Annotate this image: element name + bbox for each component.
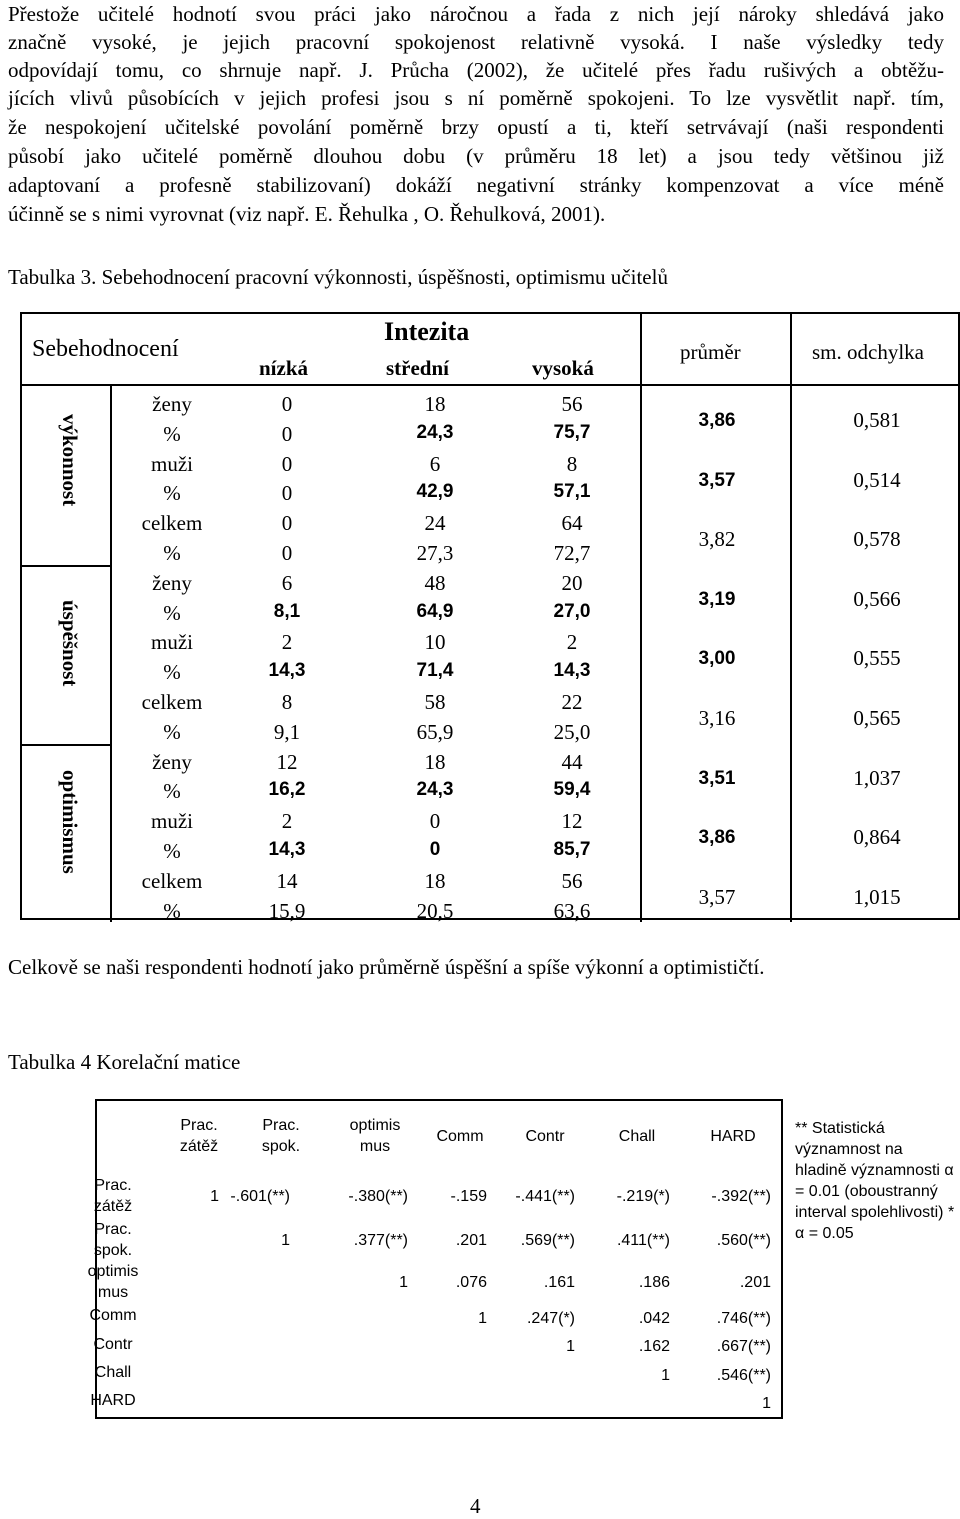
column-header: zátěž (179, 1138, 219, 1155)
paragraph-line: působí jako učitelé poměrně dlouhou dobu (v průměru 18 let) a jsou tedy většinou již (8, 144, 944, 168)
sd-value: 0,565 (853, 706, 901, 730)
header-stredni: střední (386, 356, 449, 380)
table-cell: 58 (424, 690, 446, 714)
table-cell: 2 (281, 809, 293, 834)
paragraph-line: že nespokojení učitelské povolání poměrně brzy opustí a ti, kteří setrvávají (naši respondenti (8, 115, 944, 139)
table-cell: 24 (424, 511, 446, 536)
row-label: % (163, 600, 181, 625)
column-header: mus (359, 1138, 391, 1155)
correlation-value: .042 (638, 1310, 670, 1327)
table-cell: 64,9 (416, 600, 454, 622)
header-odchylka: sm. odchylka (812, 340, 924, 364)
correlation-value: -.601(**) (230, 1188, 290, 1205)
group-label-vykonnost: výkonnost (58, 414, 82, 507)
table3-caption: Tabulka 3. Sebehodnocení pracovní výkonnosti, úspěšnosti, optimismu učitelů (8, 265, 668, 289)
correlation-value: 1 (478, 1310, 487, 1327)
table-cell: 22 (561, 690, 583, 714)
row-label: % (163, 898, 181, 923)
table-cell: 12 (561, 809, 583, 834)
table-cell: 0 (281, 392, 293, 416)
correlation-value: .076 (455, 1274, 487, 1291)
correlation-value: -.392(**) (711, 1188, 771, 1205)
mean-value: 3,16 (698, 706, 736, 730)
mean-value: 3,57 (698, 469, 736, 491)
table-cell: 18 (424, 868, 446, 893)
correlation-value: -.380(**) (348, 1188, 408, 1205)
table-cell: 2 (566, 630, 578, 655)
significance-note: ** Statistická významnost na hladině významnosti α = 0.01 (oboustranný interval spolehlivosti) * α = 0.05 (795, 1120, 955, 1242)
row-label: ženy (152, 749, 192, 774)
table-cell: 14,3 (268, 660, 306, 682)
paragraph-line: Přestože učitelé hodnotí svou práci jako náročnou a řada z nich její nároky shledává jako (8, 2, 944, 26)
correlation-value: .546(**) (716, 1367, 771, 1384)
table-cell: 44 (561, 749, 583, 774)
column-header: HARD (710, 1128, 756, 1145)
table-cell: 0 (429, 839, 441, 860)
correlation-value: .201 (455, 1232, 487, 1249)
table-cell: 75,7 (553, 421, 591, 443)
table-cell: 6 (429, 451, 441, 476)
table-cell: 0 (281, 421, 293, 446)
row-label: muži (151, 630, 193, 655)
table-cell: 14 (276, 868, 298, 893)
table-cell: 20 (561, 570, 583, 595)
paragraph-line: odpovídají tomu, co shrnuje např. J. Průcha (2002), že učitelé přes řadu rušivých a obtěžu- (8, 58, 944, 82)
row-label: ženy (152, 392, 192, 416)
self-assessment-table (20, 312, 960, 923)
row-label: Comm (89, 1307, 137, 1324)
correlation-matrix (87, 1099, 783, 1419)
table-cell: 72,7 (553, 541, 591, 565)
sd-value: 1,037 (853, 765, 901, 790)
table-cell: 18 (424, 392, 446, 416)
correlation-value: .667(**) (716, 1338, 771, 1355)
mean-value: 3,19 (698, 588, 736, 610)
correlation-value: .186 (638, 1274, 670, 1291)
column-header: Chall (618, 1128, 656, 1145)
header-sebehodnoceni: Sebehodnocení (32, 336, 179, 362)
mean-value: 3,82 (698, 527, 736, 552)
row-label: Chall (94, 1364, 132, 1381)
correlation-value: 1 (566, 1338, 575, 1355)
table-cell: 59,4 (553, 779, 591, 801)
table-cell: 0 (429, 809, 441, 834)
row-label: Contr (93, 1336, 133, 1353)
table-cell: 25,0 (553, 719, 591, 744)
table-cell: 56 (561, 868, 583, 893)
paragraph-line: jících vlivů působících v jejich profesi jsou s ní poměrně spokojeni. To lze vysvětlit např. tím, (8, 86, 944, 110)
table-cell: 16,2 (268, 779, 306, 801)
row-label: muži (151, 451, 193, 476)
mean-value: 3,51 (698, 767, 736, 789)
correlation-value: -.159 (450, 1188, 487, 1205)
row-label: Prac. (94, 1177, 132, 1194)
table-cell: 12 (276, 749, 298, 774)
row-label: % (163, 779, 181, 804)
page-number: 4 (470, 1494, 481, 1518)
sd-value: 0,514 (853, 467, 901, 492)
mean-value: 3,00 (698, 648, 736, 670)
table-cell: 0 (281, 451, 293, 476)
correlation-value: .161 (543, 1274, 575, 1291)
summary-text: Celkově se naši respondenti hodnotí jako průměrně úspěšní a spíše výkonní a optimističtí. (8, 955, 765, 979)
correlation-value: .162 (638, 1338, 670, 1355)
table-cell: 42,9 (416, 481, 454, 503)
correlation-value: .560(**) (716, 1232, 771, 1249)
table-cell: 64 (561, 511, 583, 536)
row-label: celkem (141, 511, 203, 536)
table-cell: 27,3 (416, 541, 454, 565)
header-intezita: Intezita (384, 317, 470, 346)
table-cell: 9,1 (273, 719, 301, 744)
column-header: Comm (436, 1128, 484, 1145)
group-label-optimismus: optimismus (58, 770, 82, 874)
column-header: optimis (349, 1117, 401, 1134)
table4-caption: Tabulka 4 Korelační matice (8, 1050, 241, 1074)
mean-value: 3,86 (698, 827, 736, 849)
sd-value: 0,578 (853, 527, 901, 552)
table-cell: 15,9 (268, 898, 306, 923)
correlation-value: .247(*) (526, 1310, 575, 1327)
row-label: celkem (141, 868, 203, 893)
header-vysoka: vysoká (532, 356, 594, 380)
column-header: spok. (261, 1138, 301, 1155)
table-cell: 65,9 (416, 719, 454, 744)
sd-value: 0,864 (853, 825, 901, 850)
table-cell: 63,6 (553, 898, 591, 923)
paragraph-line: značně vysoké, je jejich pracovní spokojenost relativně vysoká. I naše výsledky tedy (8, 30, 944, 54)
column-header: Contr (525, 1128, 565, 1145)
correlation-value: .746(**) (716, 1310, 771, 1327)
correlation-value: .201 (739, 1274, 771, 1291)
group-label-uspesnost: úspěšnost (58, 600, 82, 687)
mean-value: 3,86 (698, 410, 736, 431)
correlation-value: 1 (661, 1367, 670, 1384)
sd-value: 0,581 (853, 408, 901, 432)
row-label: % (163, 719, 181, 744)
table-cell: 24,3 (416, 421, 454, 443)
table-cell: 85,7 (553, 839, 591, 860)
table-cell: 8 (281, 690, 293, 714)
table-cell: 18 (424, 749, 446, 774)
row-label: mus (97, 1284, 129, 1301)
paragraph-line: adaptovaní a profesně stabilizovaní) dokáží negativní stránky kompenzovat a více méně (8, 173, 944, 197)
row-label: Prac. (94, 1221, 132, 1238)
table-cell: 2 (281, 630, 293, 655)
sd-value: 1,015 (853, 884, 901, 909)
column-header: Prac. (180, 1117, 218, 1134)
table-cell: 10 (424, 630, 446, 655)
table-cell: 8,1 (273, 600, 301, 622)
row-label: % (163, 421, 181, 446)
correlation-value: .569(**) (520, 1232, 575, 1249)
paragraph-line: účinně se s nimi vyrovnat (viz např. E. Řehulka , O. Řehulková, 2001). (8, 202, 606, 226)
table-cell: 6 (281, 570, 293, 595)
row-label: % (163, 660, 181, 685)
correlation-value: .377(**) (353, 1232, 408, 1249)
table-cell: 0 (281, 481, 293, 506)
table-cell: 57,1 (553, 481, 591, 503)
row-label: celkem (141, 690, 203, 714)
table-cell: 0 (281, 541, 293, 565)
correlation-value: 1 (281, 1232, 290, 1249)
table-cell: 14,3 (553, 660, 591, 682)
row-label: zátěž (93, 1198, 133, 1215)
table-cell: 0 (281, 511, 293, 536)
row-label: muži (151, 809, 193, 834)
mean-value: 3,57 (698, 884, 736, 909)
column-header: Prac. (262, 1117, 300, 1134)
table-cell: 20,5 (416, 898, 454, 923)
sd-value: 0,555 (853, 646, 901, 671)
table-cell: 56 (561, 392, 583, 416)
header-prumer: průměr (680, 340, 741, 364)
row-label: spok. (93, 1242, 133, 1259)
table-cell: 24,3 (416, 779, 454, 801)
correlation-value: 1 (210, 1188, 219, 1205)
row-label: % (163, 839, 181, 863)
header-nizka: nízká (259, 356, 309, 380)
correlation-value: 1 (762, 1395, 771, 1412)
table-cell: 48 (424, 570, 446, 595)
row-label: optimis (87, 1263, 139, 1280)
table-cell: 8 (566, 451, 578, 476)
row-label: ženy (152, 570, 192, 595)
correlation-value: .411(**) (616, 1232, 670, 1249)
sd-value: 0,566 (853, 586, 901, 611)
table-cell: 27,0 (553, 600, 591, 622)
correlation-value: -.219(*) (616, 1188, 670, 1205)
row-label: % (163, 481, 181, 506)
row-label: HARD (90, 1392, 136, 1409)
correlation-value: -.441(**) (515, 1188, 575, 1205)
table-cell: 71,4 (416, 660, 454, 682)
row-label: % (163, 541, 181, 565)
table-cell: 14,3 (268, 839, 306, 860)
correlation-value: 1 (399, 1274, 408, 1291)
